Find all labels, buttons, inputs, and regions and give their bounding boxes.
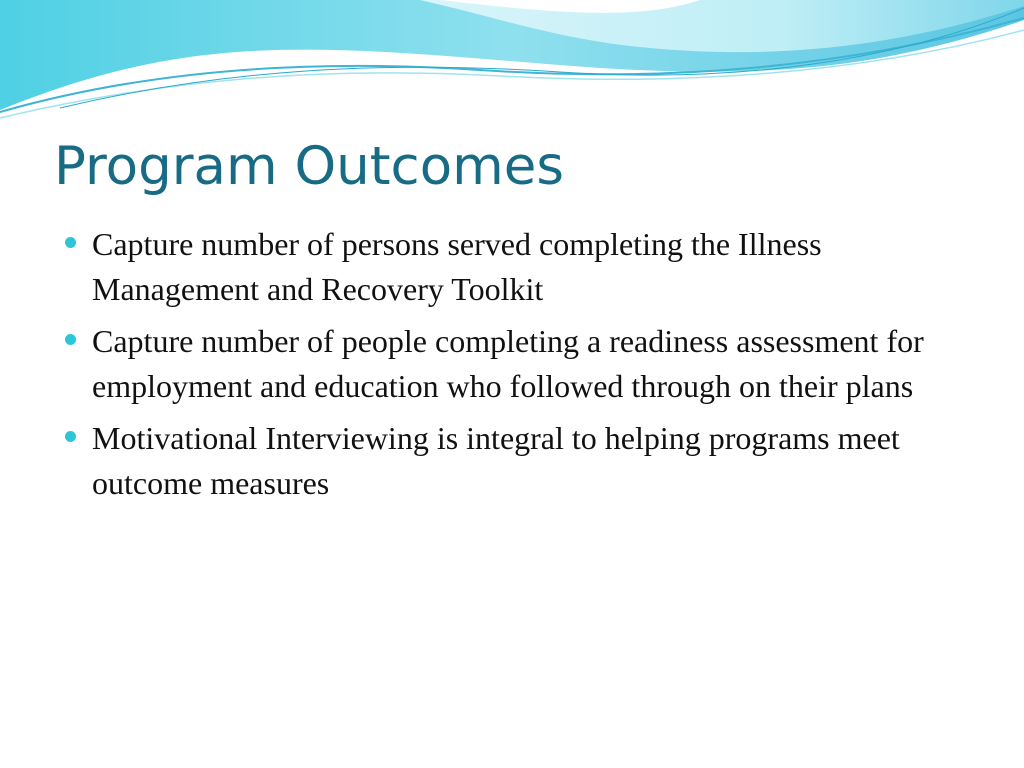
bullet-text: Motivational Interviewing is integral to helping programs meet outcome measures [92, 420, 900, 501]
bullet-item [64, 416, 964, 506]
bullet-item [64, 222, 964, 312]
bullet-dot-icon [65, 334, 76, 345]
bullet-dot-icon [65, 431, 76, 442]
bullet-text: Capture number of persons served completing the Illness Management and Recovery Toolkit [92, 226, 822, 307]
bullet-item [64, 319, 964, 409]
header-wave-decoration [0, 0, 1024, 130]
bullet-dot-icon [65, 237, 76, 248]
slide-title: Program Outcomes [54, 136, 564, 197]
bullet-text: Capture number of people completing a readiness assessment for employment and education who followed through on their plans [92, 323, 924, 404]
bullet-list [64, 222, 964, 513]
